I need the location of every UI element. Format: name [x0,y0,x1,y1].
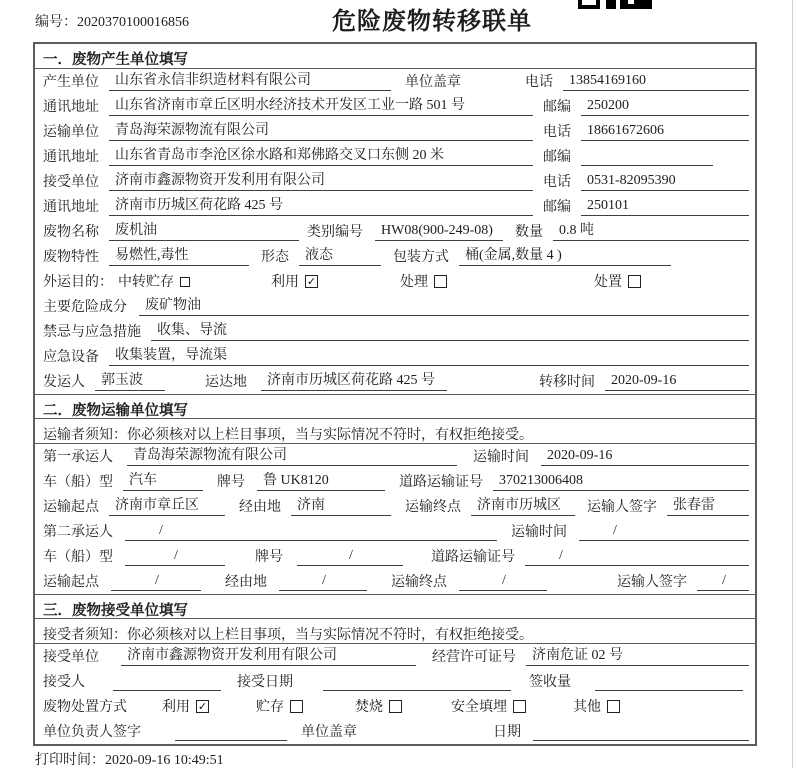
section2-title: 二．废物运输单位填写 [35,394,755,419]
section1-title: 一．废物产生单位填写 [35,44,755,69]
row-acceptor [35,669,755,694]
row-transporter-address [35,144,755,169]
row-disposal-method [35,694,755,719]
row-emergency-equipment [35,344,755,369]
serial-number: 2020370100016856 [77,15,189,30]
row-receiver-address [35,194,755,219]
checkbox-disposal-incinerate [389,700,402,713]
field-producer-zip: 250200 [581,98,749,116]
field-second-carrier: / [125,523,497,541]
label-address: 通讯地址 [43,150,99,165]
field-carrier1-permit: 370213006408 [493,473,749,491]
checkbox-transit-storage [180,277,190,287]
label-manager-signature: 单位负责人签字 [43,725,141,740]
field-accept-date [323,674,511,691]
disposal-option-label: 利用 [162,700,190,715]
row-transfer-purpose [35,269,755,294]
row-carrier1-route [35,494,755,519]
purpose-option-dispose [594,271,641,291]
label-terminus: 运输终点 [391,575,447,590]
label-received-quantity: 签收量 [529,675,571,690]
label-producer: 产生单位 [43,75,99,90]
label-emergency-equipment: 应急设备 [43,350,99,365]
disposal-option-label: 安全填埋 [451,700,507,715]
field-receiver-phone: 0531-82095390 [581,173,749,191]
field-emergency-measures: 收集、导流 [151,319,749,341]
label-address: 通讯地址 [43,200,99,215]
field-receiver-address: 济南市历城区荷花路 425 号 [109,194,533,216]
field-quantity: 0.8 吨 [553,219,749,241]
label-road-permit: 道路运输证号 [431,550,515,565]
label-origin: 运输起点 [43,500,99,515]
disposal-option-store [256,696,303,716]
field-destination: 济南市历城区荷花路 425 号 [261,369,447,391]
checkbox-treat [434,275,447,288]
field-producer-phone: 13854169160 [563,73,749,91]
row-carrier1-vehicle [35,469,755,494]
row-accepting-unit [35,644,755,669]
label-zip: 邮编 [543,150,571,165]
field-characteristics: 易燃性,毒性 [109,244,249,266]
checkbox-dispose [628,275,641,288]
purpose-option-label: 处理 [400,275,428,290]
row-shipper [35,369,755,394]
print-time-value: 2020-09-16 10:49:51 [105,753,224,768]
label-second-carrier: 第二承运人 [43,525,113,540]
field-carrier2-signature: / [697,573,749,591]
field-manager-signature [175,724,287,741]
checkbox-disposal-utilize: ✓ [197,699,208,713]
label-disposal-method: 废物处置方式 [43,700,127,715]
field-emergency-equipment: 收集装置，导流渠 [109,344,749,366]
label-terminus: 运输终点 [405,500,461,515]
field-hazard-components: 废矿物油 [139,294,749,316]
field-transporter: 青岛海荣源物流有限公司 [109,119,533,141]
label-destination: 运达地 [205,375,247,390]
purpose-option-label: 处置 [594,275,622,290]
label-transporter: 运输单位 [43,125,99,140]
checkbox-disposal-landfill [513,700,526,713]
qr-finder-block [578,0,600,9]
section3-notice: 接受者须知：你必须核对以上栏目事项，当与实际情况不符时，有权拒绝接受。 [35,619,755,644]
field-carrier2-plate: / [297,548,403,566]
label-first-carrier: 第一承运人 [43,450,113,465]
row-transporter [35,119,755,144]
field-carrier2-time: / [579,523,749,541]
field-transporter-phone: 18661672606 [581,123,749,141]
serial-label: 编号： [35,15,77,30]
label-transport-time: 运输时间 [473,450,529,465]
label-acceptor: 接受人 [43,675,85,690]
row-emergency-measures [35,319,755,344]
label-packaging: 包装方式 [393,250,449,265]
label-accepting-unit: 接受单位 [43,650,99,665]
field-carrier1-time: 2020-09-16 [541,448,749,466]
purpose-option-label: 利用 [271,275,299,290]
purpose-option-treat [400,271,447,291]
field-shipper: 郭玉波 [95,369,165,391]
manifest-form-table [33,42,757,746]
field-carrier1-plate: 鲁 UK8120 [257,469,385,491]
checkbox-disposal-other [607,700,620,713]
label-carrier-signature: 运输人签字 [617,575,687,590]
row-hazard-components [35,294,755,319]
disposal-option-utilize [162,696,209,716]
print-time-label: 打印时间： [35,753,105,768]
label-unit-seal: 单位盖章 [405,75,461,90]
label-zip: 邮编 [543,200,571,215]
disposal-option-landfill [451,696,526,716]
label-plate-number: 牌号 [217,475,245,490]
row-producer [35,69,755,94]
label-waste-name: 废物名称 [43,225,99,240]
field-first-carrier: 青岛海荣源物流有限公司 [127,444,457,466]
field-acceptor [113,674,221,691]
row-waste-name [35,219,755,244]
label-business-permit: 经营许可证号 [432,650,516,665]
field-accepting-unit: 济南市鑫源物资开发利用有限公司 [121,644,416,666]
field-carrier2-via: / [279,573,367,591]
field-transporter-zip [581,149,713,166]
qr-module-block [606,0,616,9]
label-via: 经由地 [225,575,267,590]
field-transfer-time: 2020-09-16 [605,373,749,391]
label-phone: 电话 [543,125,571,140]
row-receiver [35,169,755,194]
checkbox-utilize: ✓ [306,274,317,288]
serial-number-line [35,11,189,31]
label-phone: 电话 [525,75,553,90]
label-origin: 运输起点 [43,575,99,590]
field-category-code: HW08(900-249-08) [375,223,503,241]
label-unit-seal: 单位盖章 [301,725,357,740]
disposal-option-other [573,696,620,716]
label-purpose: 外运目的： [43,275,113,290]
disposal-option-incinerate [355,696,402,716]
row-carrier1 [35,444,755,469]
field-carrier1-via: 济南 [291,494,391,516]
row-carrier2-route [35,569,755,594]
label-transfer-time: 转移时间 [539,375,595,390]
field-carrier2-terminus: / [459,573,547,591]
label-plate-number: 牌号 [255,550,283,565]
label-emergency-measures: 禁忌与应急措施 [43,325,141,340]
page-title: 危险废物转移联单 [332,9,532,35]
label-accept-date: 接受日期 [237,675,293,690]
label-vehicle-type: 车（船）型 [43,550,113,565]
field-carrier2-vehicle: / [125,548,225,566]
label-address: 通讯地址 [43,100,99,115]
label-receiver: 接受单位 [43,175,99,190]
label-carrier-signature: 运输人签字 [587,500,657,515]
label-date: 日期 [493,725,521,740]
section2-notice: 运输者须知：你必须核对以上栏目事项，当与实际情况不符时，有权拒绝接受。 [35,419,755,444]
qr-module-block [620,0,652,9]
label-via: 经由地 [239,500,281,515]
row-producer-address [35,94,755,119]
field-packaging: 桶(金属,数量 4 ) [459,244,671,266]
label-phone: 电话 [543,175,571,190]
row-carrier2-vehicle [35,544,755,569]
field-carrier2-permit: / [525,548,749,566]
label-vehicle-type: 车（船）型 [43,475,113,490]
label-quantity: 数量 [515,225,543,240]
field-carrier1-signature: 张春雷 [667,494,749,516]
qr-code-icon [578,0,652,10]
row-carrier2 [35,519,755,544]
field-producer: 山东省永信非织造材料有限公司 [109,69,391,91]
field-carrier2-origin: / [111,573,201,591]
disposal-option-label: 焚烧 [355,700,383,715]
field-producer-address: 山东省济南市章丘区明水经济技术开发区工业一路 501 号 [109,94,533,116]
checkbox-disposal-store [290,700,303,713]
field-receiver-zip: 250101 [581,198,749,216]
field-transporter-address: 山东省青岛市李沧区徐水路和郑佛路交叉口东侧 20 米 [109,144,533,166]
purpose-option-label: 中转贮存 [118,275,174,290]
disposal-option-label: 其他 [573,700,601,715]
row-manager-signature [35,719,755,744]
purpose-option-utilize [271,271,318,291]
field-form: 液态 [299,244,381,266]
field-carrier1-origin: 济南市章丘区 [109,494,225,516]
field-carrier1-terminus: 济南市历城区 [471,494,575,516]
disposal-option-label: 贮存 [256,700,284,715]
field-business-permit: 济南危证 02 号 [526,644,749,666]
qr-module-gap [628,0,634,4]
page-edge-line [792,0,793,768]
row-waste-characteristics [35,244,755,269]
label-road-permit: 道路运输证号 [399,475,483,490]
field-waste-name: 废机油 [109,219,299,241]
print-time-line [35,749,224,768]
field-receiver: 济南市鑫源物资开发利用有限公司 [109,169,533,191]
field-received-quantity [595,674,743,691]
purpose-option-transit-storage [118,271,190,291]
label-zip: 邮编 [543,100,571,115]
label-category-code: 类别编号 [307,225,363,240]
label-hazard-components: 主要危险成分 [43,300,127,315]
field-carrier1-vehicle: 汽车 [123,469,203,491]
section3-title: 三．废物接受单位填写 [35,594,755,619]
field-date [533,724,749,741]
label-transport-time: 运输时间 [511,525,567,540]
label-form: 形态 [261,250,289,265]
label-shipper: 发运人 [43,375,85,390]
label-characteristics: 废物特性 [43,250,99,265]
